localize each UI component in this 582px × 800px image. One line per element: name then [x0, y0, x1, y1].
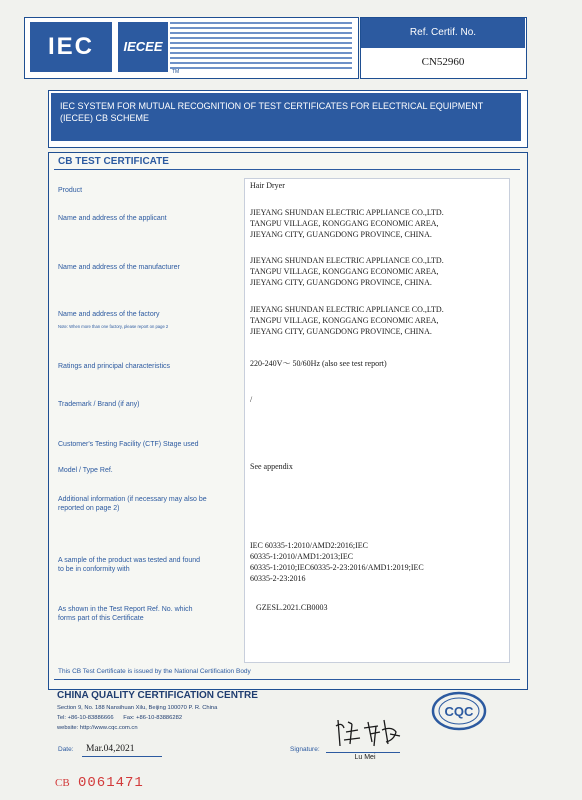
ctf-label: Customer's Testing Facility (CTF) Stage used [58, 441, 199, 448]
manufacturer-line: JIEYANG CITY, GUANGDONG PROVINCE, CHINA. [250, 278, 432, 287]
values-panel [244, 178, 510, 663]
applicant-line: TANGPU VILLAGE, KONGGANG ECONOMIC AREA, [250, 219, 439, 228]
ratings-value: 220-240V～ 50/60Hz (also see test report) [250, 359, 387, 368]
certificate-title: CB TEST CERTIFICATE [58, 156, 169, 167]
serial-number: 0061471 [78, 775, 144, 791]
trademark-label: Trademark / Brand (if any) [58, 401, 140, 408]
manufacturer-line: TANGPU VILLAGE, KONGGANG ECONOMIC AREA, [250, 267, 439, 276]
additional-info-label [58, 495, 240, 513]
certification-body-name: CHINA QUALITY CERTIFICATION CENTRE [57, 690, 258, 701]
report-label-line: forms part of this Certificate [58, 615, 144, 622]
factory-note: Note: When more than one factory, please report on page 2 [58, 324, 169, 329]
additional-info-label-line: reported on page 2) [58, 505, 120, 512]
scheme-line-2: (IECEE) CB SCHEME [60, 113, 150, 123]
cqc-logo [430, 690, 488, 732]
handwritten-signature [330, 712, 406, 752]
additional-info-label-line: Additional information (if necessary may also be [58, 496, 207, 503]
manufacturer-line: JIEYANG SHUNDAN ELECTRIC APPLIANCE CO.,LTD. [250, 256, 444, 265]
factory-value [250, 304, 508, 337]
conformity-standards [250, 540, 508, 584]
conformity-label-line: to be in conformity with [58, 566, 130, 573]
applicant-label: Name and address of the applicant [58, 215, 167, 222]
signature-underline [326, 752, 400, 753]
factory-line: TANGPU VILLAGE, KONGGANG ECONOMIC AREA, [250, 316, 439, 325]
model-label: Model / Type Ref. [58, 467, 113, 474]
standard-line: 60335-1:2010;IEC60335-2-23:2016/AMD1:2019;IEC [250, 563, 424, 572]
date-value: Mar.04,2021 [86, 744, 135, 754]
iecee-logo: IECEE [118, 22, 168, 72]
product-label: Product [58, 187, 83, 194]
applicant-line: JIEYANG CITY, GUANGDONG PROVINCE, CHINA. [250, 230, 432, 239]
logo-stripe-decoration [170, 22, 352, 72]
date-underline [82, 756, 162, 757]
model-value: See appendix [250, 462, 293, 471]
factory-label: Name and address of the factory [58, 311, 160, 318]
date-label: Date: [58, 746, 74, 753]
cqc-logo-text: CQC [444, 704, 474, 719]
standard-line: 60335-2-23:2016 [250, 574, 306, 583]
certification-body-website: website: http://www.cqc.com.cn [57, 725, 138, 731]
manufacturer-label: Name and address of the manufacturer [58, 264, 180, 271]
product-value: Hair Dryer [250, 181, 285, 190]
iec-logo: IEC [30, 22, 112, 72]
certification-body-address: Section 9, No. 188 Nansihuan Xilu, Beijing 100070 P. R. China [57, 705, 218, 711]
certification-body-contact: Tel: +86-10-83886666 Fax: +86-10-83886282 [57, 715, 183, 721]
signature-label: Signature: [290, 746, 320, 753]
applicant-value [250, 207, 508, 240]
trademark-mark: TM [172, 69, 180, 75]
standard-line: IEC 60335-1:2010/AMD2:2016;IEC [250, 541, 368, 550]
trademark-value: / [250, 395, 253, 404]
ratings-label: Ratings and principal characteristics [58, 363, 171, 370]
scheme-line-1: IEC SYSTEM FOR MUTUAL RECOGNITION OF TEST CERTIFICATES FOR ELECTRICAL EQUIPMENT [60, 101, 484, 111]
title-divider [54, 169, 520, 170]
report-label-line: As shown in the Test Report Ref. No. which [58, 606, 193, 613]
signatory-name: Lu Mei [354, 754, 376, 761]
conformity-label-line: A sample of the product was tested and found [58, 557, 201, 564]
serial-prefix: CB [55, 777, 70, 789]
scheme-banner-text [60, 100, 515, 124]
ref-cert-label: Ref. Certif. No. [361, 18, 525, 48]
factory-line: JIEYANG SHUNDAN ELECTRIC APPLIANCE CO.,LTD. [250, 305, 444, 314]
manufacturer-value [250, 255, 508, 288]
applicant-line: JIEYANG SHUNDAN ELECTRIC APPLIANCE CO.,LTD. [250, 208, 444, 217]
issued-divider [54, 679, 520, 680]
conformity-label [58, 556, 240, 574]
report-label [58, 605, 240, 623]
standard-line: 60335-1:2010/AMD1:2013;IEC [250, 552, 354, 561]
report-number: GZESL.2021.CB0003 [256, 603, 328, 612]
issued-by-note: This CB Test Certificate is issued by the National Certification Body [58, 668, 251, 675]
factory-line: JIEYANG CITY, GUANGDONG PROVINCE, CHINA. [250, 327, 432, 336]
ref-cert-number: CN52960 [421, 56, 465, 68]
